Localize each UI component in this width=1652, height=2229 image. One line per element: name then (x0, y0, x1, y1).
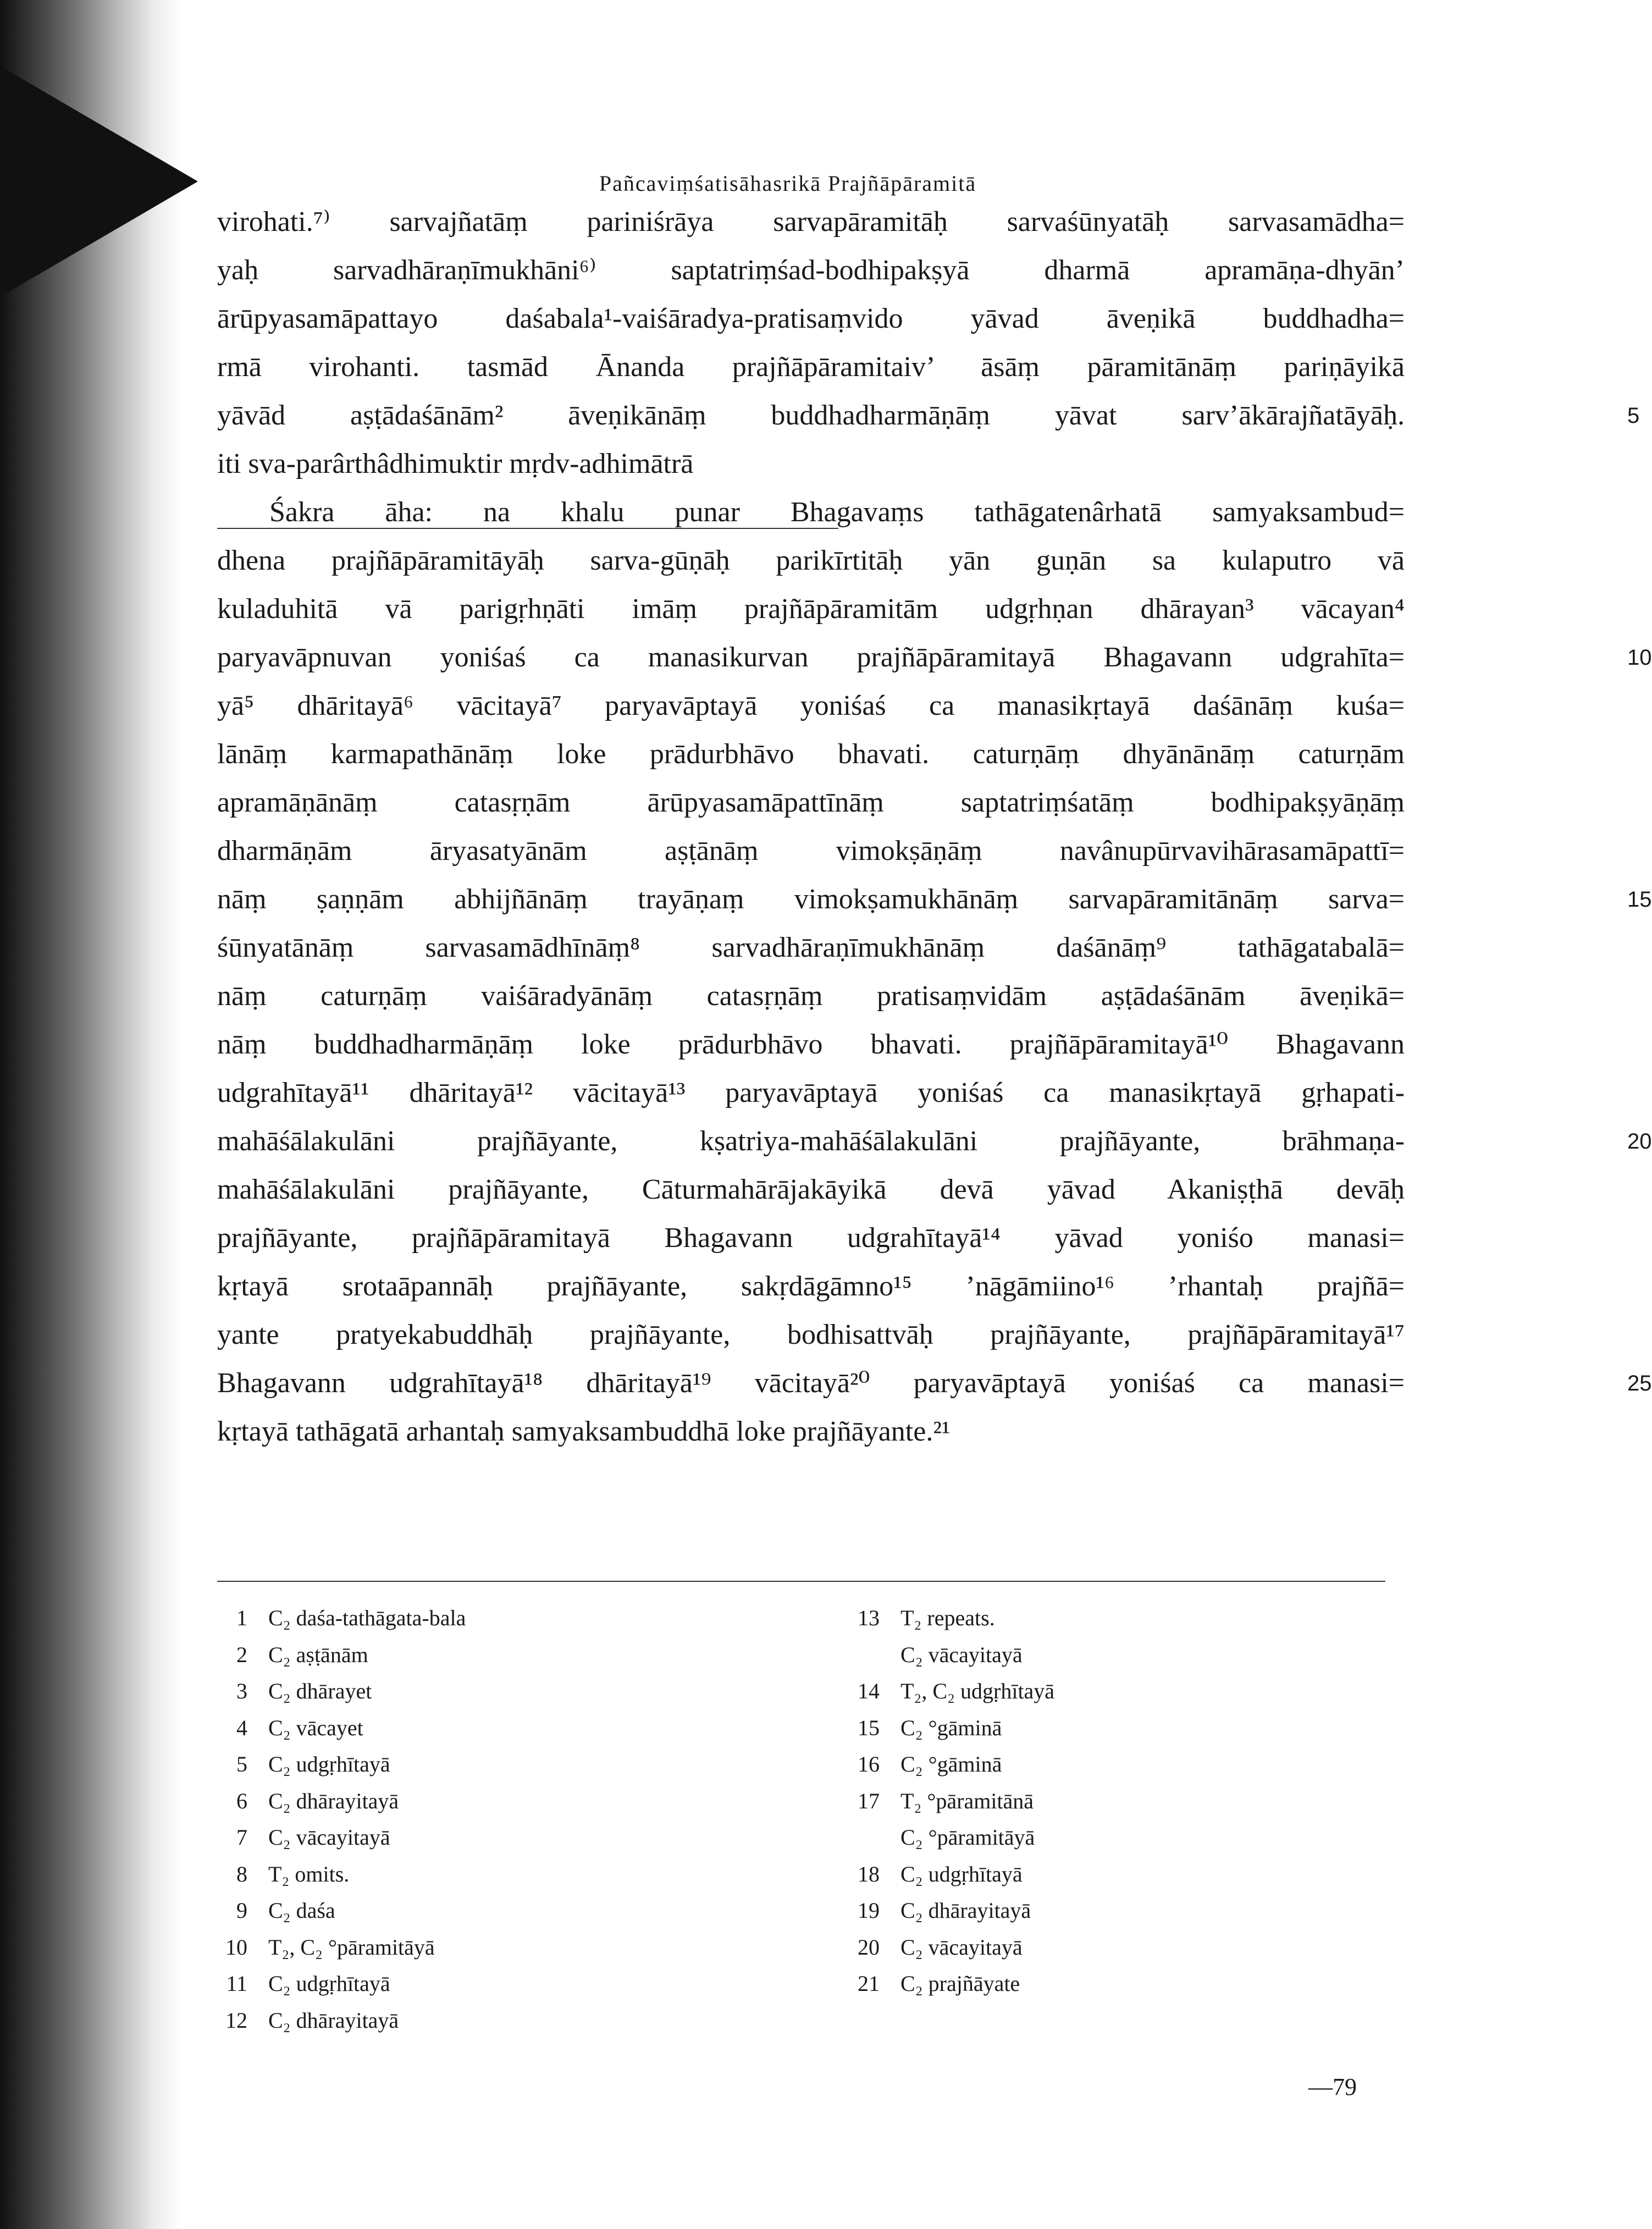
text-line: prajñāyante, prajñāpāramitayā Bhagavann udgrahītayā¹⁴ yāvad yoniśo manasi= (217, 1222, 1405, 1254)
footnote: 8 T₂ omits. (236, 1861, 350, 1886)
line-number: 5 (1627, 404, 1640, 428)
text-line: lānāṃ karmapathānāṃ loke prādurbhāvo bhavati. caturṇāṃ dhyānānāṃ caturṇām (217, 738, 1405, 770)
footnote: 20 C₂ vācayitayā (858, 1934, 1023, 1960)
text-line: kuladuhitā vā parigṛhṇāti imāṃ prajñāpāramitām udgṛhṇan dhārayan³ vācayan⁴ (217, 593, 1405, 625)
text-line: nāṃ caturṇāṃ vaiśāradyānāṃ catasṛṇāṃ pratisaṃvidām aṣṭādaśānām āveṇikā= (217, 980, 1405, 1012)
section-colophon: iti sva-parârthâdhimuktir mṛdv-adhimātrā (217, 448, 694, 479)
footnote: 19 C₂ dhārayitayā (858, 1898, 1031, 1923)
text-line: mahāśālakulāni prajñāyante, Cāturmahārājakāyikā devā yāvad Akaniṣṭhā devāḥ (217, 1174, 1405, 1205)
text-line: mahāśālakulāni prajñāyante, kṣatriya-mahāśālakulāni prajñāyante, brāhmaṇa- 20 (217, 1117, 1405, 1166)
footnote: 10 T₂, C₂ °pāramitāyā (225, 1934, 435, 1960)
text-line: yāvād aṣṭādaśānām² āveṇikānāṃ buddhadharmāṇāṃ yāvat sarv’ākārajñatāyāḥ. 5 (217, 391, 1405, 440)
text-line: yante pratyekabuddhāḥ prajñāyante, bodhisattvāḥ prajñāyante, prajñāpāramitayā¹⁷ (217, 1319, 1405, 1350)
line-number: 10 (1627, 645, 1652, 670)
text-line: yaḥ sarvadhāraṇīmukhāni⁶⁾ saptatriṃśad-bodhipakṣyā dharmā apramāṇa-dhyān’ (217, 255, 1405, 286)
page-number: —79 (1308, 2073, 1357, 2100)
footnote: 9 C₂ daśa (236, 1898, 335, 1923)
footnote: 7 C₂ vācayitayā (236, 1825, 390, 1850)
line-number: 20 (1627, 1129, 1652, 1154)
text-line: rmā virohanti. tasmād Ānanda prajñāpāramitaiv’ āsāṃ pāramitānāṃ pariṇāyikā (217, 351, 1405, 383)
footnote: 21 C₂ prajñāyate (858, 1971, 1020, 1996)
text-line: virohati.⁷⁾ sarvajñatāṃ pariniśrāya sarvapāramitāḥ sarvaśūnyatāḥ sarvasamādha= (217, 206, 1405, 238)
text-line: nāṃ buddhadharmāṇāṃ loke prādurbhāvo bhavati. prajñāpāramitayā¹⁰ Bhagavann (217, 1029, 1405, 1060)
footnote: 2 C₂ aṣṭānām (236, 1642, 368, 1667)
footnote: C₂ °pāramitāyā (900, 1825, 1035, 1850)
main-text (217, 198, 1652, 1456)
line-number: 25 (1627, 1371, 1652, 1395)
text-line: apramāṇānāṃ catasṛṇām ārūpyasamāpattīnāṃ saptatriṃśatāṃ bodhipakṣyāṇāṃ (217, 787, 1405, 818)
text-line: dhena prajñāpāramitāyāḥ sarva-gūṇāḥ parikīrtitāḥ yān guṇān sa kulaputro vā (217, 545, 1405, 576)
footnote: 17 T₂ °pāramitānā (858, 1788, 1034, 1813)
running-head: Pañcaviṃśatisāhasrikā Prajñāpāramitā (599, 171, 977, 196)
text-line: kṛtayā srotaāpannāḥ prajñāyante, sakṛdāgāmno¹⁵ ’nāgāmiino¹⁶ ’rhantaḥ prajñā= (217, 1271, 1405, 1302)
text-line: kṛtayā tathāgatā arhantaḥ samyaksambuddhā loke prajñāyante.²¹ (217, 1416, 951, 1447)
colophon-underline (217, 528, 838, 529)
footnote: C₂ vācayitayā (900, 1642, 1023, 1667)
text-line: paryavāpnuvan yoniśaś ca manasikurvan prajñāpāramitayā Bhagavann udgrahīta= 10 (217, 633, 1405, 682)
footnote: 4 C₂ vācayet (236, 1715, 363, 1740)
line-number: 15 (1627, 887, 1652, 912)
footnotes-right (841, 1600, 1054, 2002)
footnote: 3 C₂ dhārayet (236, 1679, 372, 1703)
footnotes-left (209, 1600, 466, 2039)
footnote: 1 C₂ daśa-tathāgata-bala (236, 1605, 466, 1630)
text-line: yā⁵ dhāritayā⁶ vācitayā⁷ paryavāptayā yoniśaś ca manasikṛtayā daśānāṃ kuśa= (217, 690, 1405, 721)
footnote: 13 T₂ repeats. (858, 1605, 995, 1630)
footnote: 14 T₂, C₂ udgṛhītayā (858, 1679, 1055, 1703)
text-line: śūnyatānāṃ sarvasamādhīnāṃ⁸ sarvadhāraṇīmukhānāṃ daśānāṃ⁹ tathāgatabalā= (217, 932, 1405, 963)
footnote-rule (217, 1581, 1385, 1582)
binding-shadow (0, 0, 181, 2229)
footnote: 11 C₂ udgṛhītayā (226, 1971, 390, 1996)
footnote: 12 C₂ dhārayitayā (225, 2007, 399, 2033)
footnote: 6 C₂ dhārayitayā (236, 1788, 399, 1813)
text-line: dharmāṇām āryasatyānām aṣṭānāṃ vimokṣāṇāṃ navânupūrvavihārasamāpattī= (217, 835, 1405, 867)
footnote: 5 C₂ udgṛhītayā (236, 1752, 390, 1776)
footnote: 16 C₂ °gāminā (858, 1752, 1002, 1776)
text-line: nāṃ ṣaṇṇām abhijñānāṃ trayāṇaṃ vimokṣamukhānāṃ sarvapāramitānāṃ sarva= 15 (217, 875, 1405, 924)
text-line: Śakra āha: na khalu punar Bhagavaṃs tathāgatenârhatā samyaksambud= (269, 496, 1405, 528)
text-line: udgrahītayā¹¹ dhāritayā¹² vācitayā¹³ paryavāptayā yoniśaś ca manasikṛtayā gṛhapati- (217, 1077, 1405, 1108)
footnote: 18 C₂ udgṛhītayā (858, 1861, 1023, 1886)
footnote: 15 C₂ °gāminā (858, 1715, 1002, 1740)
text-line: ārūpyasamāpattayo daśabala¹-vaiśāradya-pratisaṃvido yāvad āveṇikā buddhadha= (217, 303, 1405, 334)
text-line: Bhagavann udgrahītayā¹⁸ dhāritayā¹⁹ vācitayā²⁰ paryavāptayā yoniśaś ca manasi= 25 (217, 1359, 1405, 1408)
